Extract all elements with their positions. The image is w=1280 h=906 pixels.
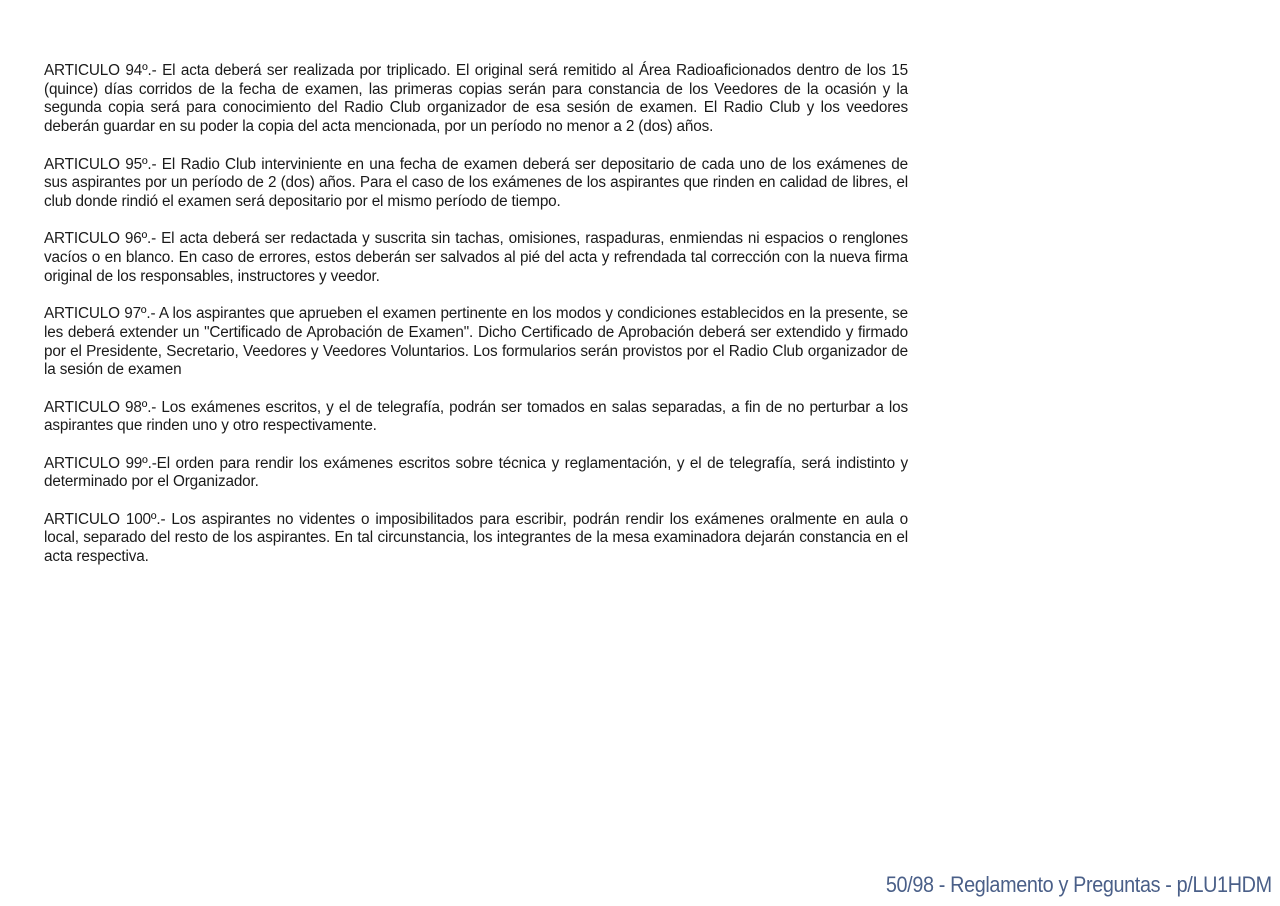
article-96: ARTICULO 96º.- El acta deberá ser redactada y suscrita sin tachas, omisiones, raspaduras, enmiendas ni espacios o renglones vacíos o en blanco. En caso de errores, estos deberán ser salvados al pié del acta y refrendada tal corrección con la nueva firma original de los responsables, instructores y veedor. — [44, 230, 908, 285]
document-body — [44, 62, 908, 586]
article-97: ARTICULO 97º.- A los aspirantes que aprueben el examen pertinente en los modos y condiciones establecidos en la presente, se les deberá extender un "Certificado de Aprobación de Examen". Dicho Certificado de Aprobación deberá ser extendido y firmado por el Presidente, Secretario, Veedores y Veedores Voluntarios. Los formularios serán provistos por el Radio Club organizador de la sesión de examen — [44, 305, 908, 379]
article-95: ARTICULO 95º.- El Radio Club interviniente en una fecha de examen deberá ser depositario de cada uno de los exámenes de sus aspirantes por un período de 2 (dos) años. Para el caso de los exámenes de los aspirantes que rinden en calidad de libres, el club donde rindió el examen será depositario por el mismo período de tiempo. — [44, 155, 908, 210]
article-98: ARTICULO 98º.- Los exámenes escritos, y el de telegrafía, podrán ser tomados en salas separadas, a fin de no perturbar a los aspirantes que rinden uno y otro respectivamente. — [44, 398, 908, 435]
article-94: ARTICULO 94º.- El acta deberá ser realizada por triplicado. El original será remitido al Área Radioaficionados dentro de los 15 (quince) días corridos de la fecha de examen, las primeras copias serán para constancia de los Veedores de la ocasión y la segunda copia será para conocimiento del Radio Club organizador de esa sesión de examen. El Radio Club y los veedores deberán guardar en su poder la copia del acta mencionada, por un período no menor a 2 (dos) años. — [44, 62, 908, 136]
article-100: ARTICULO 100º.- Los aspirantes no videntes o imposibilitados para escribir, podrán rendir los exámenes oralmente en aula o local, separado del resto de los aspirantes. En tal circunstancia, los integrantes de la mesa examinadora dejarán constancia en el acta respectiva. — [44, 510, 908, 566]
article-99: ARTICULO 99º.-El orden para rendir los exámenes escritos sobre técnica y reglamentación, y el de telegrafía, será indistinto y determinado por el Organizador. — [44, 454, 908, 491]
page-footer: 50/98 - Reglamento y Preguntas - p/LU1HDM — [886, 872, 1272, 897]
